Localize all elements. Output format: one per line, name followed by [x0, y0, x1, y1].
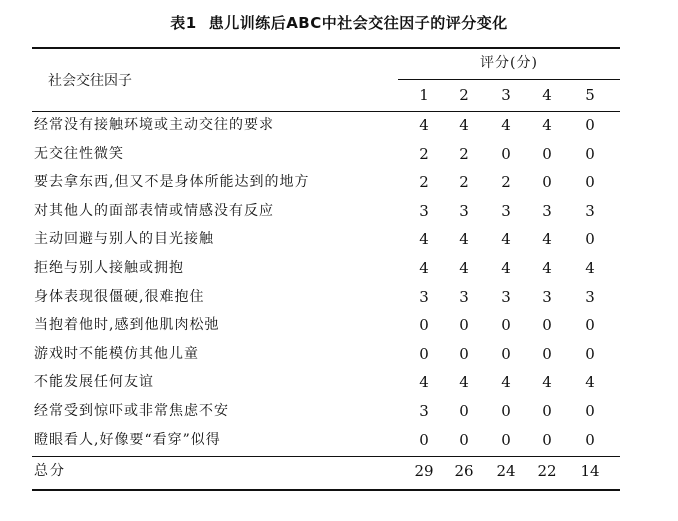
- score-cell: 0: [501, 345, 511, 363]
- total-cell-4: 22: [537, 462, 557, 480]
- row-label: 身体表现很僵硬,很难抱住: [34, 289, 205, 305]
- score-cell: 3: [501, 202, 511, 220]
- score-cell: 3: [585, 288, 595, 306]
- total-cell-2: 26: [454, 462, 474, 480]
- row-label: 对其他人的面部表情或情感没有反应: [34, 203, 274, 219]
- score-cell: 4: [501, 116, 511, 134]
- score-cell: 4: [419, 116, 429, 134]
- column-header-4: 4: [542, 86, 552, 104]
- score-cell: 0: [459, 345, 469, 363]
- score-cell: 0: [459, 402, 469, 420]
- row-label: 当抱着他时,感到他肌肉松弛: [34, 317, 220, 333]
- column-header-1: 1: [419, 86, 429, 104]
- table-title: 患儿训练后ABC中社会交往因子的评分变化: [208, 14, 508, 32]
- row-label: 主动回避与别人的目光接触: [34, 231, 214, 247]
- score-cell: 0: [585, 402, 595, 420]
- score-cell: 0: [459, 431, 469, 449]
- total-cell-5: 14: [580, 462, 600, 480]
- score-cell: 2: [419, 173, 429, 191]
- bottom-rule: [32, 489, 620, 491]
- score-cell: 0: [585, 173, 595, 191]
- column-header-2: 2: [459, 86, 469, 104]
- score-cell: 0: [542, 145, 552, 163]
- score-cell: 4: [501, 259, 511, 277]
- score-cell: 0: [501, 316, 511, 334]
- score-cell: 4: [501, 373, 511, 391]
- score-cell: 4: [585, 259, 595, 277]
- header-rule: [32, 111, 620, 112]
- score-cell: 4: [459, 116, 469, 134]
- score-cell: 4: [459, 259, 469, 277]
- score-cell: 4: [542, 116, 552, 134]
- score-cell: 4: [459, 373, 469, 391]
- top-rule: [32, 47, 620, 49]
- table-caption: [0, 12, 678, 33]
- score-cell: 0: [542, 345, 552, 363]
- score-cell: 3: [419, 402, 429, 420]
- row-label: 不能发展任何友谊: [34, 374, 154, 390]
- score-cell: 0: [459, 316, 469, 334]
- row-label: 经常没有接触环境或主动交往的要求: [34, 117, 274, 133]
- factor-column-header: 社会交往因子: [48, 73, 132, 89]
- score-header-rule: [398, 79, 620, 80]
- row-label: 游戏时不能模仿其他儿童: [34, 346, 199, 362]
- score-group-header: 评分(分): [480, 55, 538, 71]
- score-cell: 0: [501, 402, 511, 420]
- score-cell: 0: [585, 116, 595, 134]
- score-cell: 0: [542, 402, 552, 420]
- score-cell: 3: [419, 288, 429, 306]
- score-cell: 0: [542, 173, 552, 191]
- score-cell: 0: [585, 431, 595, 449]
- score-cell: 4: [585, 373, 595, 391]
- score-cell: 0: [419, 345, 429, 363]
- score-cell: 0: [419, 431, 429, 449]
- score-cell: 3: [459, 288, 469, 306]
- score-cell: 4: [419, 373, 429, 391]
- score-cell: 4: [419, 230, 429, 248]
- score-cell: 3: [419, 202, 429, 220]
- score-cell: 3: [542, 288, 552, 306]
- total-label: 总分: [34, 463, 66, 479]
- score-cell: 0: [585, 145, 595, 163]
- row-label: 要去拿东西,但又不是身体所能达到的地方: [34, 174, 310, 190]
- score-cell: 0: [585, 316, 595, 334]
- score-cell: 2: [501, 173, 511, 191]
- score-cell: 2: [459, 173, 469, 191]
- row-label: 经常受到惊吓或非常焦虑不安: [34, 403, 229, 419]
- column-header-3: 3: [501, 86, 511, 104]
- row-label: 拒绝与别人接触或拥抱: [34, 260, 184, 276]
- score-cell: 4: [542, 230, 552, 248]
- total-rule: [32, 456, 620, 457]
- score-cell: 3: [542, 202, 552, 220]
- score-cell: 4: [419, 259, 429, 277]
- score-cell: 4: [542, 259, 552, 277]
- score-cell: 3: [459, 202, 469, 220]
- score-cell: 2: [459, 145, 469, 163]
- table-number: 表1: [170, 14, 197, 32]
- score-cell: 4: [501, 230, 511, 248]
- score-cell: 3: [585, 202, 595, 220]
- score-cell: 0: [501, 431, 511, 449]
- total-cell-3: 24: [496, 462, 516, 480]
- score-cell: 4: [459, 230, 469, 248]
- score-cell: 4: [542, 373, 552, 391]
- score-cell: 0: [585, 345, 595, 363]
- score-cell: 3: [501, 288, 511, 306]
- column-header-5: 5: [585, 86, 595, 104]
- score-cell: 0: [419, 316, 429, 334]
- row-label: 无交往性微笑: [34, 146, 124, 162]
- score-cell: 0: [501, 145, 511, 163]
- score-cell: 2: [419, 145, 429, 163]
- row-label: 瞪眼看人,好像要“看穿”似得: [34, 432, 221, 448]
- total-cell-1: 29: [414, 462, 434, 480]
- score-cell: 0: [585, 230, 595, 248]
- score-cell: 0: [542, 316, 552, 334]
- score-cell: 0: [542, 431, 552, 449]
